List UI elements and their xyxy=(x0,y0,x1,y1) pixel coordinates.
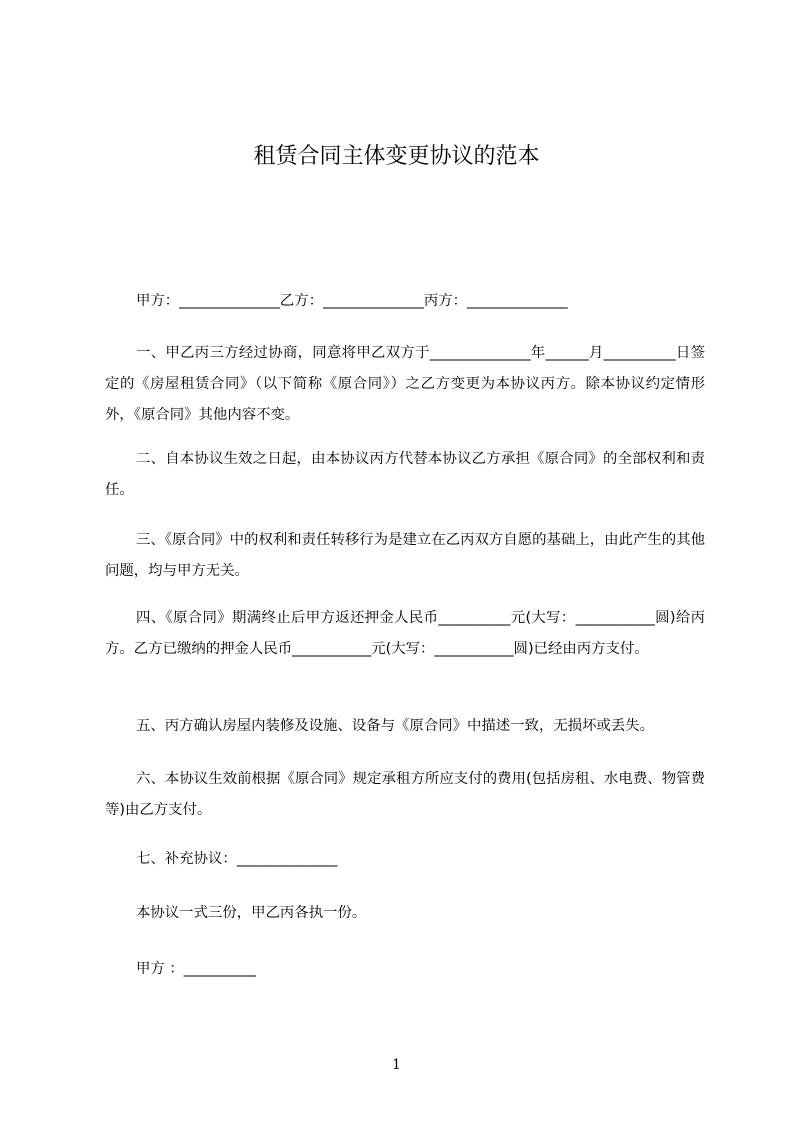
clause-3: 三、《原合同》中的权利和责任转移行为是建立在乙丙双方自愿的基础上，由此产生的其他问题，均与甲方无关。 xyxy=(105,532,705,579)
parties-line: 甲方：______________乙方：______________丙方：______________ xyxy=(136,293,568,309)
clause-4: 四、《原合同》期满终止后甲方返还押金人民币__________元(大写：___________圆)给丙方。乙方已缴纳的押金人民币___________元(大写：___________圆)已经由丙方支付。 xyxy=(105,610,705,657)
clause-2: 二、自本协议生效之日起，由本协议丙方代替本协议乙方承担《原合同》的全部权利和责任。 xyxy=(105,451,705,498)
supplement-line: 七、补充协议：______________ xyxy=(136,851,338,867)
signature-line-party-a: 甲方 ：__________ xyxy=(136,961,256,977)
clause-5: 五、丙方确认房屋内装修及设施、设备与《原合同》中描述一致，无损坏或丢失。 xyxy=(136,718,655,734)
clause-1: 一、甲乙丙三方经过协商，同意将甲乙双方于______________年______月__________日签定的《房屋租赁合同》（以下简称《原合同》）之乙方变更为本协议丙方。除本协议约定情形外，《原合同》其他内容不变。 xyxy=(105,345,705,423)
clause-6: 六、本协议生效前根据《原合同》规定承租方所应支付的费用(包括房租、水电费、物管费等)由乙方支付。 xyxy=(105,771,705,818)
copies-line: 本协议一式三份，甲乙丙各执一份。 xyxy=(136,905,367,921)
document-title: 租赁合同主体变更协议的范本 xyxy=(253,144,540,169)
page-number: 1 xyxy=(392,1057,401,1073)
